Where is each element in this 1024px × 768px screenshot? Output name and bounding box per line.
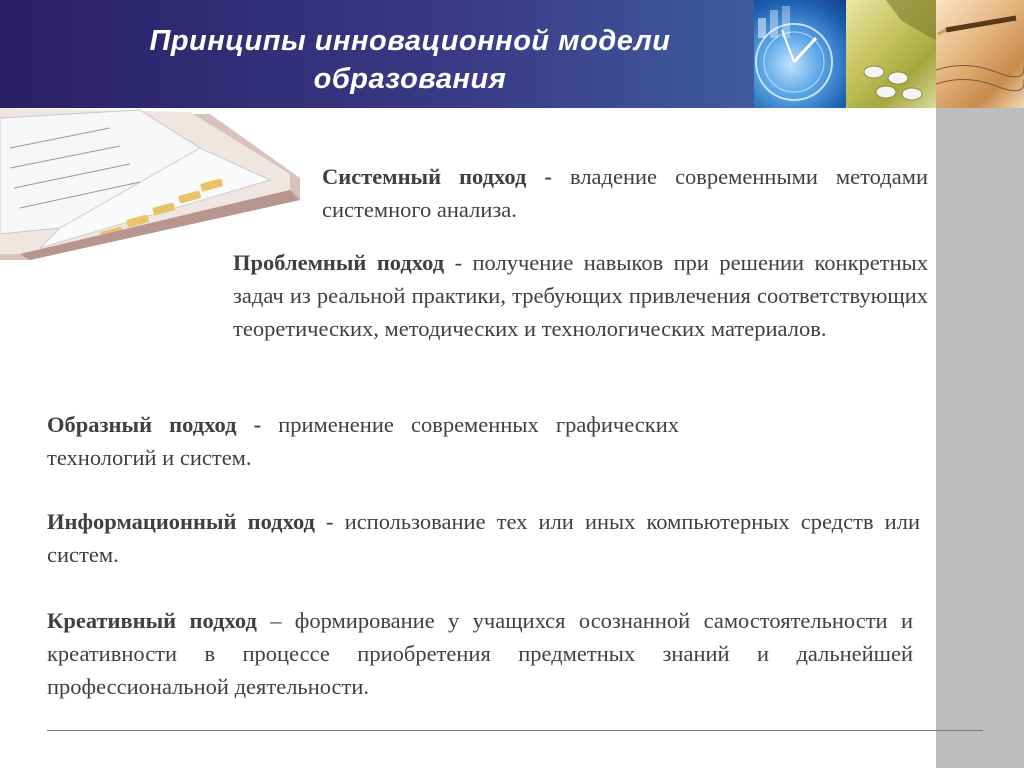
pen-photo — [936, 0, 1024, 108]
slide-title-line2: образования — [313, 63, 507, 95]
approach-figurative — [47, 408, 679, 474]
approach-text: – формирование у учащихся осознанной самостоятельности и креативности в процессе приобретения предметных знаний и дальнейшей профессиональной деятельности. — [47, 608, 913, 699]
approach-systemic — [322, 160, 928, 226]
bottom-divider — [47, 730, 983, 731]
decorative-side-bar — [936, 108, 1024, 768]
approach-term: Креативный подход — [47, 608, 257, 633]
approach-text: - использование тех или иных компьютерных средств или систем. — [47, 509, 920, 567]
approach-text: - получение навыков при решении конкретных задач из реальной практики, требующих привлечения соответствующих теоретических, методических и технологических материалов. — [233, 250, 928, 341]
slide-title-line1: Принципы инновационной модели — [149, 25, 671, 57]
approach-term: Информационный подход — [47, 509, 315, 534]
approach-problem — [233, 246, 928, 345]
approach-creative — [47, 604, 913, 703]
clock-photo — [754, 0, 846, 108]
approach-term: Образный подход - — [47, 412, 262, 437]
calculator-photo — [846, 0, 936, 108]
approach-term: Проблемный подход — [233, 250, 445, 275]
approach-text: владение современными методами системного анализа. — [322, 164, 928, 222]
approach-informational — [47, 505, 920, 571]
slide-title — [0, 22, 820, 98]
approach-text: применение современных графических технологий и систем. — [47, 412, 679, 470]
approach-term: Системный подход - — [322, 164, 552, 189]
